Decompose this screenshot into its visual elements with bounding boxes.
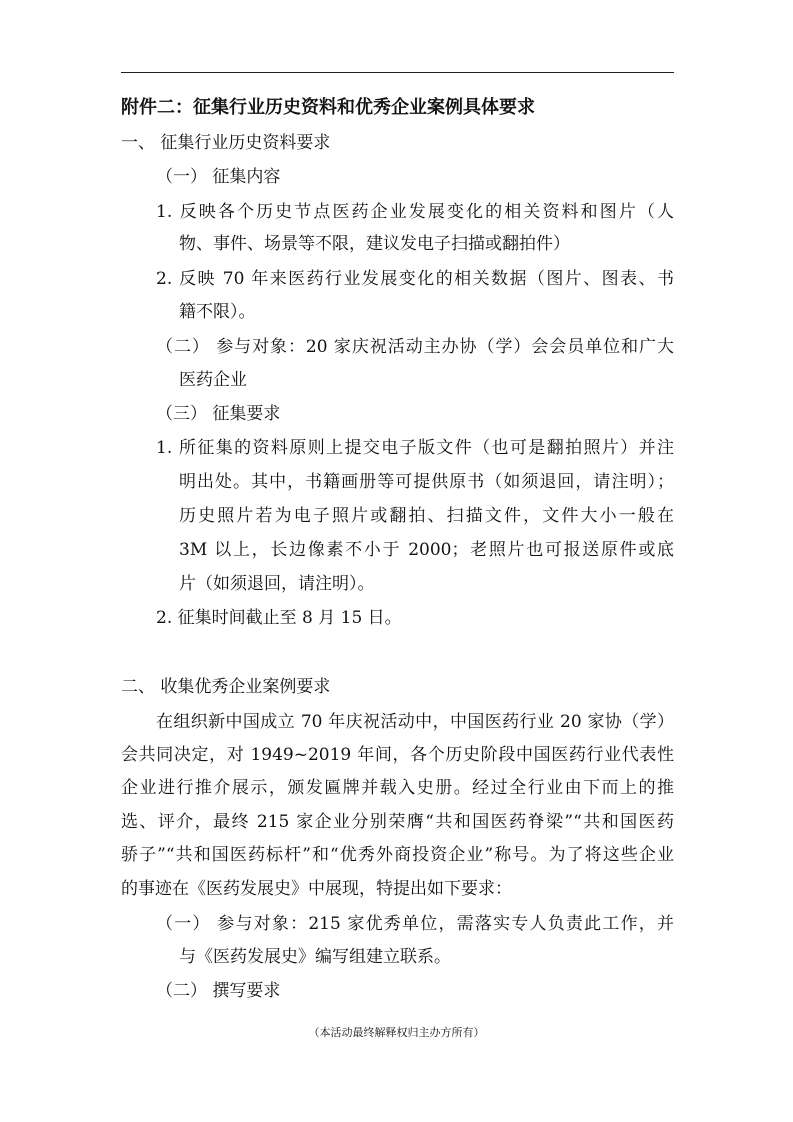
section1-item2-line1: 2. 反映 70 年来医药行业发展变化的相关数据（图片、图表、书 [156,269,674,289]
section1-sub3: （三） 征集要求 [156,404,281,424]
section2-para-line1: 在组织新中国成立 70 年庆祝活动中，中国医药行业 20 家协（学） [156,712,674,732]
section1-req1-line1: 1. 所征集的资料原则上提交电子版文件（也可是翻拍照片）并注 [156,438,674,458]
header-rule [121,72,674,73]
section1-item1-line2: 物、事件、场景等不限，建议发电子扫描或翻拍件） [179,234,570,254]
section1-item1-line1: 1. 反映各个历史节点医药企业发展变化的相关资料和图片（人 [156,202,674,222]
section1-req1-line5: 片（如须退回，请注明）。 [179,574,375,594]
section1-sub2-line2: 医药企业 [179,370,247,390]
section1-sub1: （一） 征集内容 [156,167,281,187]
section2-para-line4: 选、评介，最终 215 家企业分别荣膺“共和国医药脊梁”“共和国医药 [121,812,674,832]
section1-item2-line2: 籍不限）。 [179,302,256,322]
section1-req1-line2: 明出处。其中，书籍画册等可提供原书（如须退回，请注明）； [179,472,674,492]
section2-sub1-line1: （一） 参与对象：215 家优秀单位，需落实专人负责此工作，并 [156,914,674,934]
section2-sub1-line2: 与《医药发展史》编写组建立联系。 [179,947,451,967]
section2-para-line2: 会共同决定，对 1949~2019 年间，各个历史阶段中国医药行业代表性 [121,745,674,765]
section1-req1-line3: 历史照片若为电子照片或翻拍、扫描文件，文件大小一般在 [179,506,674,526]
page-footer: （本活动最终解释权归主办方所有） [308,1026,485,1039]
section2-para-line6: 的事迹在《医药发展史》中展现，特提出如下要求： [121,879,512,899]
document-title: 附件二：征集行业历史资料和优秀企业案例具体要求 [121,97,535,118]
section1-req2: 2. 征集时间截止至 8 月 15 日。 [156,608,402,628]
section1-sub2-line1: （二） 参与对象：20 家庆祝活动主办协（学）会会员单位和广大 [156,337,674,357]
section1-req1-line4: 3M 以上，长边像素不小于 2000；老照片也可报送原件或底 [179,540,674,560]
section1-heading: 一、 征集行业历史资料要求 [121,133,331,153]
section2-sub2: （二） 撰写要求 [156,981,281,1001]
section2-heading: 二、 收集优秀企业案例要求 [121,677,331,697]
section2-para-line5: 骄子”“共和国医药标杆”和“优秀外商投资企业”称号。为了将这些企业 [121,845,674,865]
section2-para-line3: 企业进行推介展示，颁发匾牌并载入史册。经过全行业由下而上的推 [121,778,674,798]
